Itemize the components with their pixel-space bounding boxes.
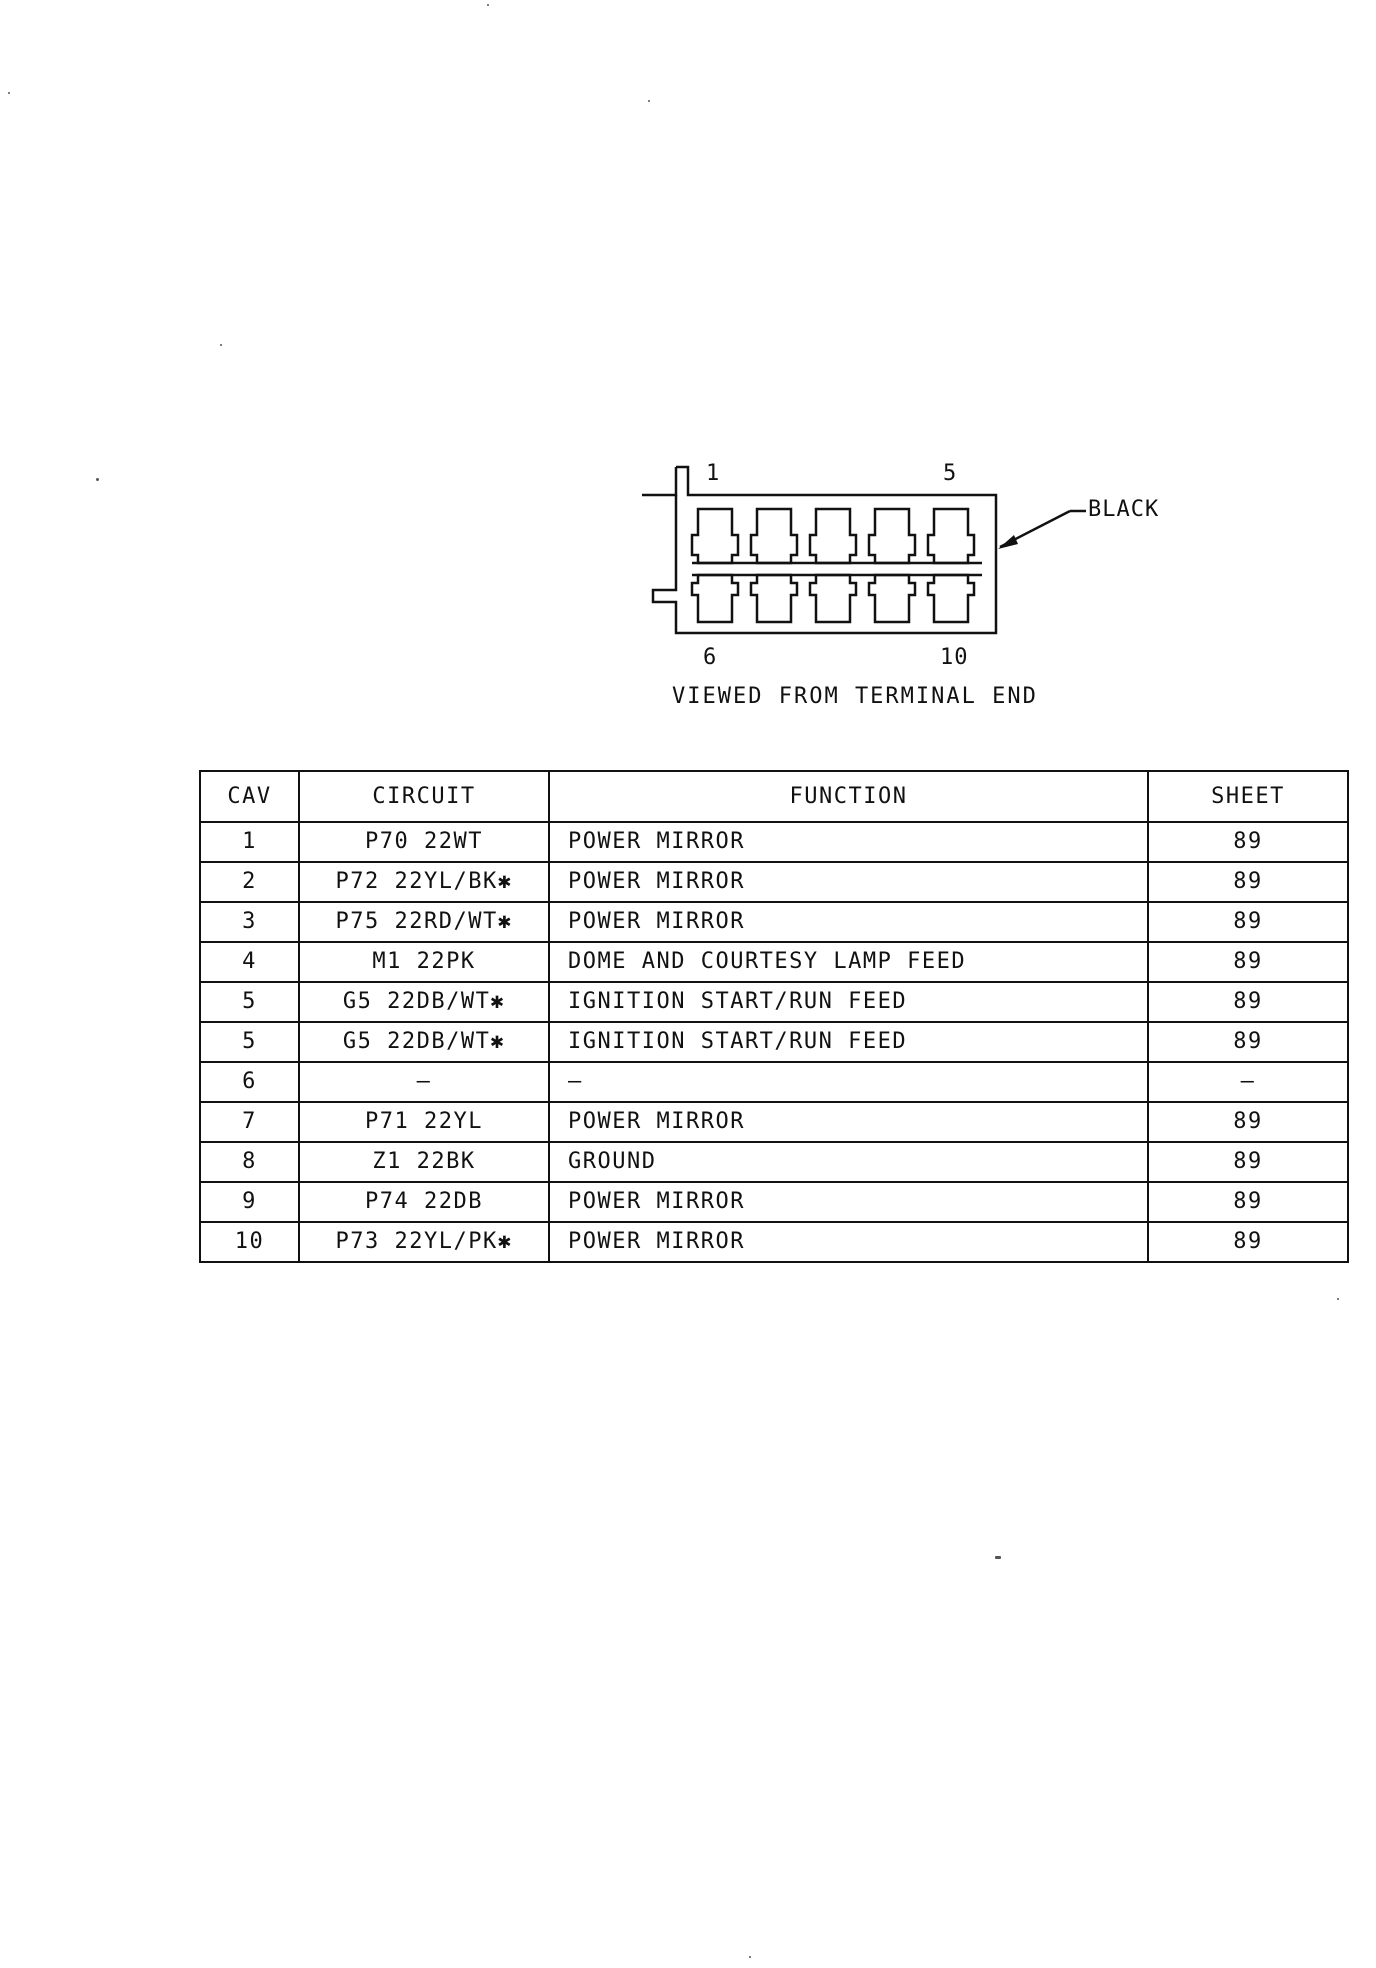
cell-circuit: G5 22DB/WT✱	[299, 1022, 549, 1062]
table-row	[200, 1022, 1348, 1062]
pin-label-first-top: 1	[706, 461, 721, 486]
pin-label-last-top: 5	[943, 461, 958, 486]
table-row	[200, 862, 1348, 902]
cell-circuit: P74 22DB	[299, 1182, 549, 1222]
table-row	[200, 902, 1348, 942]
cell-cav: 5	[200, 982, 299, 1022]
cavity-table	[199, 770, 1349, 1263]
table-row	[200, 822, 1348, 862]
table-row	[200, 1142, 1348, 1182]
cavity-bottom	[869, 575, 915, 622]
scan-speck	[220, 344, 222, 346]
cavity-group	[692, 509, 982, 622]
cell-sheet: 89	[1148, 942, 1348, 982]
cell-function: POWER MIRROR	[549, 822, 1148, 862]
pin-label-last-bottom: 10	[940, 645, 969, 670]
scan-speck	[648, 100, 650, 102]
table-row	[200, 1062, 1348, 1102]
table-header-row	[200, 771, 1348, 822]
cell-circuit: P72 22YL/BK✱	[299, 862, 549, 902]
scan-speck	[995, 1556, 1001, 1559]
cell-function: —	[549, 1062, 1148, 1102]
cell-function: POWER MIRROR	[549, 1182, 1148, 1222]
cell-circuit: Z1 22BK	[299, 1142, 549, 1182]
view-caption: VIEWED FROM TERMINAL END	[672, 684, 1038, 709]
connector-housing	[653, 467, 996, 633]
cell-sheet: 89	[1148, 902, 1348, 942]
cell-sheet: 89	[1148, 822, 1348, 862]
cell-cav: 9	[200, 1182, 299, 1222]
scan-speck	[1337, 1298, 1339, 1300]
scan-speck	[96, 478, 99, 481]
cell-circuit: P71 22YL	[299, 1102, 549, 1142]
cavity-bottom	[810, 575, 856, 622]
cell-sheet: 89	[1148, 1222, 1348, 1262]
scan-speck	[8, 92, 10, 94]
header-circuit: CIRCUIT	[299, 771, 549, 822]
cavity-top	[928, 509, 974, 563]
cell-circuit: —	[299, 1062, 549, 1102]
leader-arrowhead	[998, 535, 1018, 549]
cell-function: POWER MIRROR	[549, 862, 1148, 902]
pin-label-first-bottom: 6	[703, 645, 718, 670]
table-row	[200, 982, 1348, 1022]
cell-cav: 8	[200, 1142, 299, 1182]
table-row	[200, 1222, 1348, 1262]
cell-sheet: 89	[1148, 1182, 1348, 1222]
header-sheet: SHEET	[1148, 771, 1348, 822]
table-row	[200, 1182, 1348, 1222]
cell-cav: 6	[200, 1062, 299, 1102]
table-row	[200, 942, 1348, 982]
cell-circuit: G5 22DB/WT✱	[299, 982, 549, 1022]
cell-cav: 5	[200, 1022, 299, 1062]
cell-function: DOME AND COURTESY LAMP FEED	[549, 942, 1148, 982]
cell-sheet: 89	[1148, 982, 1348, 1022]
cell-function: IGNITION START/RUN FEED	[549, 1022, 1148, 1062]
table-row	[200, 1102, 1348, 1142]
cell-sheet: —	[1148, 1062, 1348, 1102]
cell-cav: 4	[200, 942, 299, 982]
cell-circuit: P73 22YL/PK✱	[299, 1222, 549, 1262]
cavity-bottom	[928, 575, 974, 622]
cell-cav: 1	[200, 822, 299, 862]
cell-cav: 3	[200, 902, 299, 942]
cell-function: POWER MIRROR	[549, 1222, 1148, 1262]
cell-circuit: P70 22WT	[299, 822, 549, 862]
cell-function: POWER MIRROR	[549, 902, 1148, 942]
scan-speck	[749, 1956, 751, 1958]
cell-function: POWER MIRROR	[549, 1102, 1148, 1142]
cell-function: IGNITION START/RUN FEED	[549, 982, 1148, 1022]
cell-cav: 2	[200, 862, 299, 902]
cavity-top	[751, 509, 797, 563]
cavity-top	[869, 509, 915, 563]
cell-sheet: 89	[1148, 1022, 1348, 1062]
cell-sheet: 89	[1148, 1142, 1348, 1182]
cavity-top	[692, 509, 738, 563]
cell-circuit: M1 22PK	[299, 942, 549, 982]
cavity-bottom	[751, 575, 797, 622]
connector-color-label: BLACK	[1088, 497, 1160, 522]
cavity-bottom	[692, 575, 738, 622]
cell-sheet: 89	[1148, 862, 1348, 902]
cavity-top	[810, 509, 856, 563]
header-function: FUNCTION	[549, 771, 1148, 822]
table-body	[200, 822, 1348, 1262]
cell-function: GROUND	[549, 1142, 1148, 1182]
header-cav: CAV	[200, 771, 299, 822]
scan-speck	[487, 4, 489, 6]
cell-circuit: P75 22RD/WT✱	[299, 902, 549, 942]
cell-cav: 7	[200, 1102, 299, 1142]
cell-cav: 10	[200, 1222, 299, 1262]
cell-sheet: 89	[1148, 1102, 1348, 1142]
